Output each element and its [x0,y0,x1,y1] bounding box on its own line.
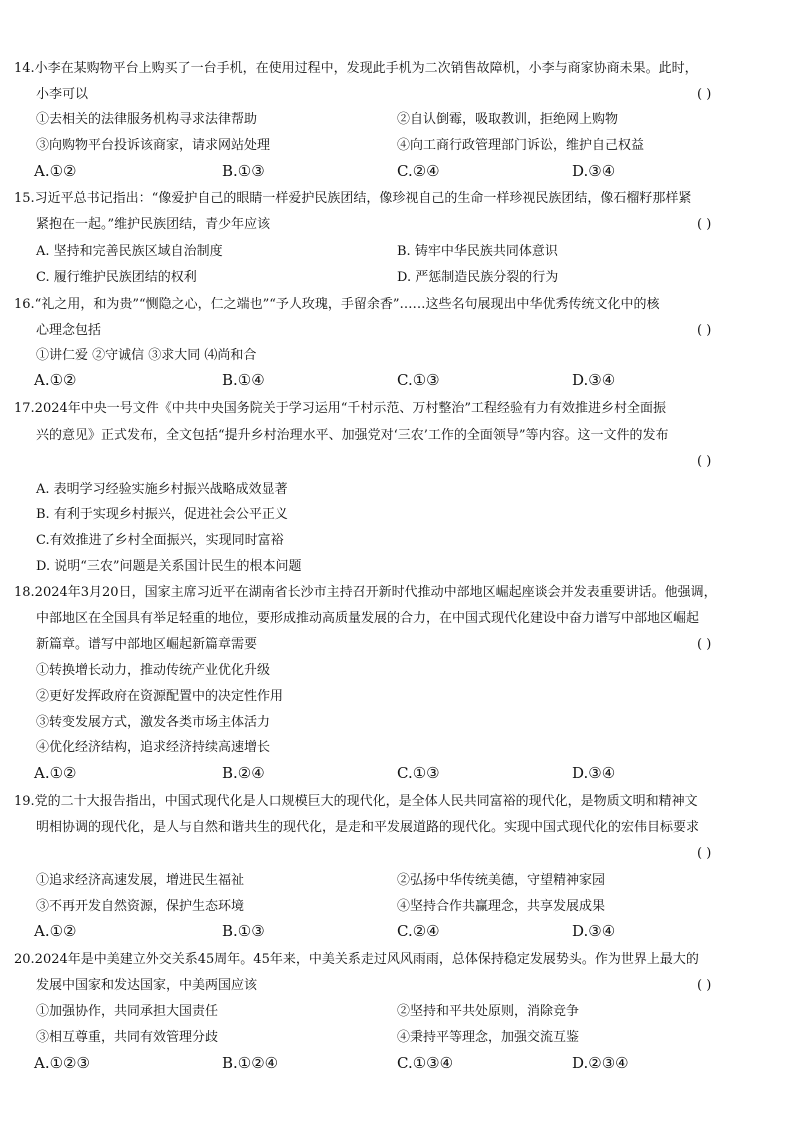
statement-1: ①追求经济高速发展，增进民生福祉 [36,873,245,888]
statement-4: ④优化经济结构，追求经济持续高速增长 [36,740,271,755]
question-17-stem-line-2: 兴的意见》正式发布，全文包括“提升乡村治理水平、加强党对‘三农’工作的全面领导”等内容。这一文件的发布 [36,428,669,443]
choice-c[interactable]: C.有效推进了乡村全面振兴，实现同时富裕 [36,533,284,548]
question-16-stem-line-2: 心理念包括 [36,323,102,338]
choice-b[interactable]: B.②④ [222,764,265,782]
choice-a[interactable]: A.①② [34,162,77,180]
choice-d[interactable]: D.③④ [572,922,616,940]
answer-blank-19[interactable]: ( ) [697,846,712,861]
choice-d[interactable]: D.③④ [572,162,616,180]
choice-c[interactable]: C.②④ [397,922,440,940]
choice-a[interactable]: A. 坚持和完善民族区域自治制度 [36,244,223,259]
answer-blank-14[interactable]: ( ) [697,87,712,102]
question-19-stem-line-2: 明相协调的现代化，是人与自然和谐共生的现代化，是走和平发展道路的现代化。实现中国式现代化的宏伟目标要求 [36,820,700,835]
statement-3: ③相互尊重，共同有效管理分歧 [36,1030,219,1045]
question-15-stem-line-1: 15.习近平总书记指出：“像爱护自己的眼睛一样爱护民族团结，像珍视自己的生命一样珍视民族团结，像石榴籽那样紧 [14,191,692,206]
question-19-stem-line-1: 19.党的二十大报告指出，中国式现代化是人口规模巨大的现代化，是全体人民共同富裕的现代化，是物质文明和精神文 [14,794,698,809]
statement-3: ③转变发展方式，激发各类市场主体活力 [36,715,271,730]
statement-1: ①去相关的法律服务机构寻求法律帮助 [36,112,258,127]
choice-b[interactable]: B.①④ [222,371,265,389]
statement-1: ①转换增长动力，推动传统产业优化升级 [36,663,271,678]
choice-a[interactable]: A. 表明学习经验实施乡村振兴战略成效显著 [36,482,288,497]
question-18-stem-line-2: 中部地区在全国具有举足轻重的地位，要形成推动高质量发展的合力，在中国式现代化建设中奋力谱写中部地区崛起 [36,611,700,626]
choice-d[interactable]: D. 严惩制造民族分裂的行为 [397,270,559,285]
question-16-stem-line-1: 16.“礼之用，和为贵”“恻隐之心，仁之端也”“予人玫瑰，手留余香”……这些名句展现出中华优秀传统文化中的核 [14,297,660,312]
statement-3: ③向购物平台投诉该商家，请求网站处理 [36,138,271,153]
choice-c[interactable]: C.②④ [397,162,440,180]
statement-4: ④向工商行政管理部门诉讼，维护自己权益 [397,138,645,153]
question-14-stem-line-2: 小李可以 [36,87,89,102]
choice-a[interactable]: A.①② [34,922,77,940]
choice-b[interactable]: B. 有利于实现乡村振兴，促进社会公平正义 [36,507,288,522]
answer-blank-17[interactable]: ( ) [697,454,712,469]
choice-c[interactable]: C.①③④ [397,1054,454,1072]
answer-blank-18[interactable]: ( ) [697,637,712,652]
choice-d[interactable]: D.③④ [572,371,616,389]
statement-2: ②自认倒霉，吸取教训，拒绝网上购物 [397,112,619,127]
statement-1: ①加强协作，共同承担大国责任 [36,1004,219,1019]
choice-c[interactable]: C.①③ [397,764,440,782]
answer-blank-15[interactable]: ( ) [697,217,712,232]
choice-c[interactable]: C.①③ [397,371,440,389]
question-17-stem-line-1: 17.2024年中央一号文件《中共中央国务院关于学习运用“千村示范、万村整治”工程经验有力有效推进乡村全面振 [14,401,667,416]
choice-a[interactable]: A.①②③ [34,1054,90,1072]
choice-d[interactable]: D.③④ [572,764,616,782]
choice-c[interactable]: C. 履行维护民族团结的权利 [36,270,197,285]
question-20-stem-line-1: 20.2024年是中美建立外交关系45周年。45年来，中美关系走过风风雨雨，总体保持稳定发展势头。作为世界上最大的 [14,952,699,967]
choice-d[interactable]: D.②③④ [572,1054,629,1072]
question-15-stem-line-2: 紧抱在一起。”维护民族团结，青少年应该 [36,217,271,232]
statement-2: ②弘扬中华传统美德，守望精神家园 [397,873,606,888]
choice-b[interactable]: B.①②④ [222,1054,279,1072]
statement-4: ④坚持合作共赢理念，共享发展成果 [397,899,606,914]
answer-blank-20[interactable]: ( ) [697,978,712,993]
statements: ①讲仁爱 ②守诚信 ③求大同 ⑷尚和合 [36,348,257,363]
choice-a[interactable]: A.①② [34,371,77,389]
choice-a[interactable]: A.①② [34,764,77,782]
answer-blank-16[interactable]: ( ) [697,323,712,338]
statement-2: ②更好发挥政府在资源配置中的决定性作用 [36,689,284,704]
statement-4: ④秉持平等理念，加强交流互鉴 [397,1030,580,1045]
choice-b[interactable]: B. 铸牢中华民族共同体意识 [397,244,558,259]
choice-b[interactable]: B.①③ [222,922,265,940]
choice-d[interactable]: D. 说明“三农”问题是关系国计民生的根本问题 [36,559,302,574]
question-14-stem-line-1: 14.小李在某购物平台上购买了一台手机，在使用过程中，发现此手机为二次销售故障机，小李与商家协商未果。此时， [14,61,698,76]
choice-b[interactable]: B.①③ [222,162,265,180]
statement-3: ③不再开发自然资源，保护生态环境 [36,899,245,914]
question-18-stem-line-1: 18.2024年3月20日，国家主席习近平在湖南省长沙市主持召开新时代推动中部地区崛起座谈会并发表重要讲话。他强调， [14,585,717,600]
question-18-stem-line-3: 新篇章。谱写中部地区崛起新篇章需要 [36,637,258,652]
question-20-stem-line-2: 发展中国家和发达国家，中美两国应该 [36,978,258,993]
statement-2: ②坚持和平共处原则，消除竞争 [397,1004,580,1019]
